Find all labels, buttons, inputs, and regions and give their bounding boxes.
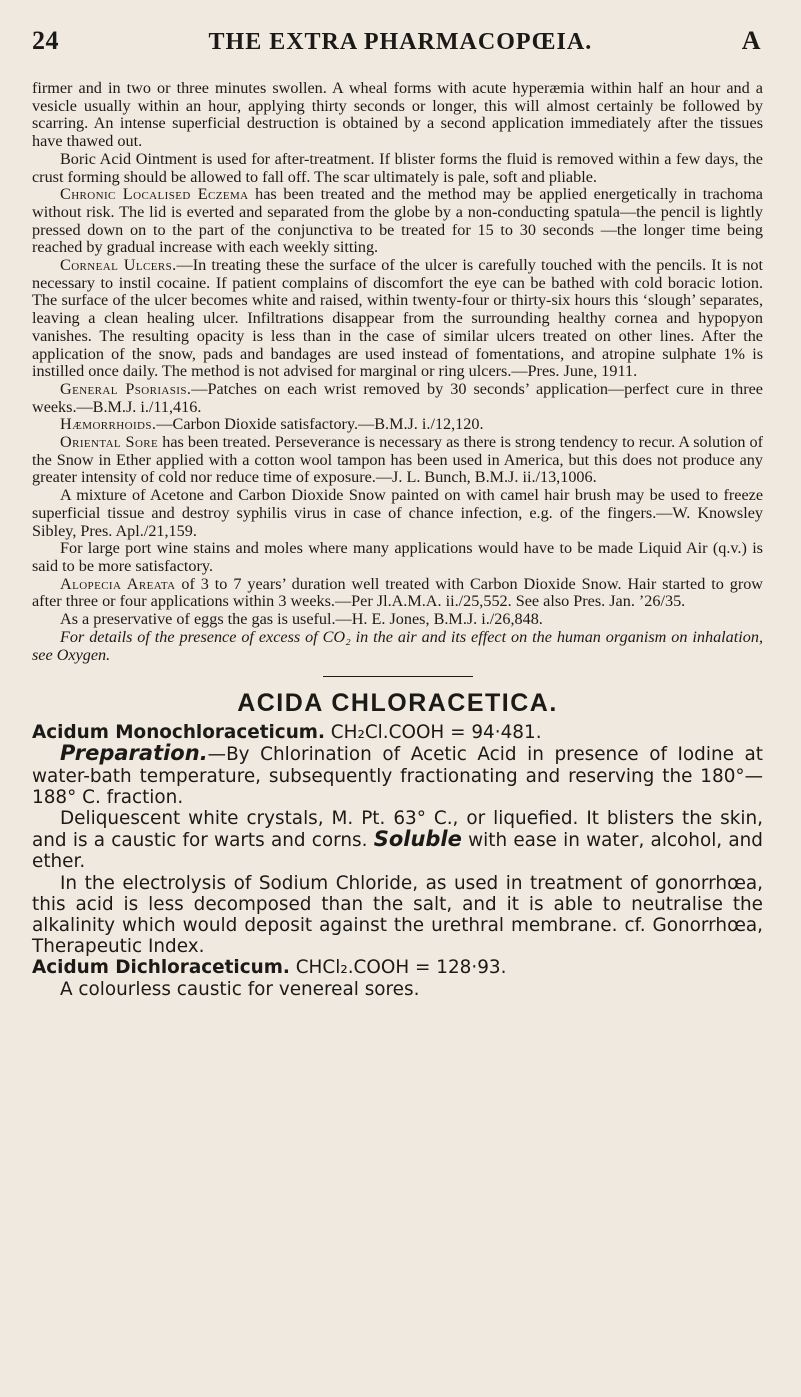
paragraph: Oriental Sore has been treated. Perseverance is necessary as there is strong tendency to recur. A solution of the Snow in Ether applied with a cotton wool tampon has been used in America, but this does not produce any greater intensity of cold nor reduce time of exposure.—J. L. Bunch, B.M.J. ii./13,1006. [32, 433, 763, 487]
subheading: Soluble [373, 827, 462, 852]
carbon-dioxide-text [32, 80, 763, 664]
entry-name: Acidum Dichloraceticum. [32, 957, 290, 979]
paragraph: Acidum Dichloraceticum. CHCl₂.COOH = 128·93. [32, 957, 507, 979]
acida-chloracetica-text [32, 722, 763, 1000]
paragraph: Deliquescent white crystals, M. Pt. 63° C., or liquefied. It blisters the skin, and is a caustic for warts and corns. Soluble with ease in water, alcohol, and ether. [32, 808, 763, 873]
paragraph: Acidum Monochloraceticum. CH₂Cl.COOH = 94·481. [32, 722, 542, 744]
paragraph-lead: Oriental Sore [60, 433, 159, 452]
paragraph-lead: Alopecia Areata [60, 574, 176, 593]
paragraph: firmer and in two or three minutes swollen. A wheal forms with acute hyperæmia within half an hour and a vesicle usually within an hour, applying thirty seconds or longer, this will almost certainly be followed by scarring. An intense superficial destruction is obtained by a second application immediately after the tissues have thawed out. [32, 79, 763, 151]
paragraph: Boric Acid Ointment is used for after-treatment. If blister forms the fluid is removed within a few days, the crust forming should be allowed to fall off. The scar ultimately is pale, soft and pliable. [32, 149, 763, 186]
book-title: THE EXTRA PHARMACOPŒIA. [208, 29, 593, 55]
paragraph: Preparation.—By Chlorination of Acetic Acid in presence of Iodine at water-bath temperature, subsequently fractionating and reserving the 180°—188° C. fraction. [32, 741, 763, 808]
paragraph: A mixture of Acetone and Carbon Dioxide Snow painted on with camel hair brush may be used to freeze superficial tissue and destroy syphilis virus in case of chance infection, e.g. of the fingers.—W. Knowsley Sibley, Pres. Apl./21,159. [32, 486, 763, 540]
page-number: 24 [32, 26, 59, 55]
paragraph: Alopecia Areata of 3 to 7 years’ duration well treated with Carbon Dioxide Snow. Hair started to grow after three or four applications within 3 weeks.—Per Jl.A.M.A. ii./25,552. See also Pres. Jan. ’26/35. [32, 574, 764, 611]
paragraph: General Psoriasis.—Patches on each wrist removed by 30 seconds’ application—perfect cure in three weeks.—B.M.J. i./11,416. [32, 379, 763, 416]
paragraph-lead: General Psoriasis. [60, 379, 192, 398]
paragraph-lead: Hæmorrhoids. [60, 415, 157, 434]
paragraph: For large port wine stains and moles where many applications would have to be made Liquid Air (q.v.) is said to be more satisfactory. [32, 539, 763, 575]
paragraph: For details of the presence of excess of CO₂ in the air and its effect on the human organism on inhalation, see Oxygen. [32, 627, 763, 664]
section-heading: ACIDA CHLORACETICA. [237, 689, 558, 718]
paragraph-lead: Chronic Localised Eczema [60, 185, 249, 204]
paragraph: Hæmorrhoids.—Carbon Dioxide satisfactory.—B.M.J. i./12,120. [60, 415, 484, 434]
running-header [32, 26, 763, 62]
paragraph: As a preservative of eggs the gas is useful.—H. E. Jones, B.M.J. i./26,848. [60, 610, 543, 629]
paragraph: Corneal Ulcers.—In treating these the surface of the ulcer is carefully touched with the pencils. It is not necessary to instil cocaine. If patient complains of discomfort the eye can be bathed with cold boracic lotion. The surface of the ulcer becomes white and raised, within twenty-four or thirty-six hours this ‘slough’ separates, leaving a clean healing ulcer. Infiltrations disappear from the surrounding healthy cornea and hypopyon vanishes. The resulting opacity is less than in the case of similar ulcers treated on other lines. After the application of the snow, pads and bandages are used instead of fomentations, and atropine sulphate 1% is instilled once daily. The method is not advised for marginal or ring ulcers.—Pres. June, 1911. [32, 256, 764, 381]
paragraph: A colourless caustic for venereal sores. [60, 978, 420, 1000]
divider [323, 676, 473, 677]
paragraph: In the electrolysis of Sodium Chloride, as used in treatment of gonorrhœa, this acid is less decomposed than the salt, and it is able to neutralise the alkalinity which would deposit against the urethral membrane. cf. Gonorrhœa, Therapeutic Index. [32, 872, 763, 958]
section-letter: A [741, 26, 761, 55]
entry-name: Acidum Monochloraceticum. [32, 722, 325, 744]
paragraph-lead: Corneal Ulcers. [60, 256, 177, 275]
subheading: Preparation. [60, 741, 208, 766]
paragraph: Chronic Localised Eczema has been treated and the method may be applied energetically in trachoma without risk. The lid is everted and separated from the globe by a non-conducting spatula—the pencil is lightly pressed down on to the part of the conjunctiva to be treated for 15 to 30 seconds —the longer time being reached by gradual increase with each weekly sitting. [32, 185, 763, 257]
